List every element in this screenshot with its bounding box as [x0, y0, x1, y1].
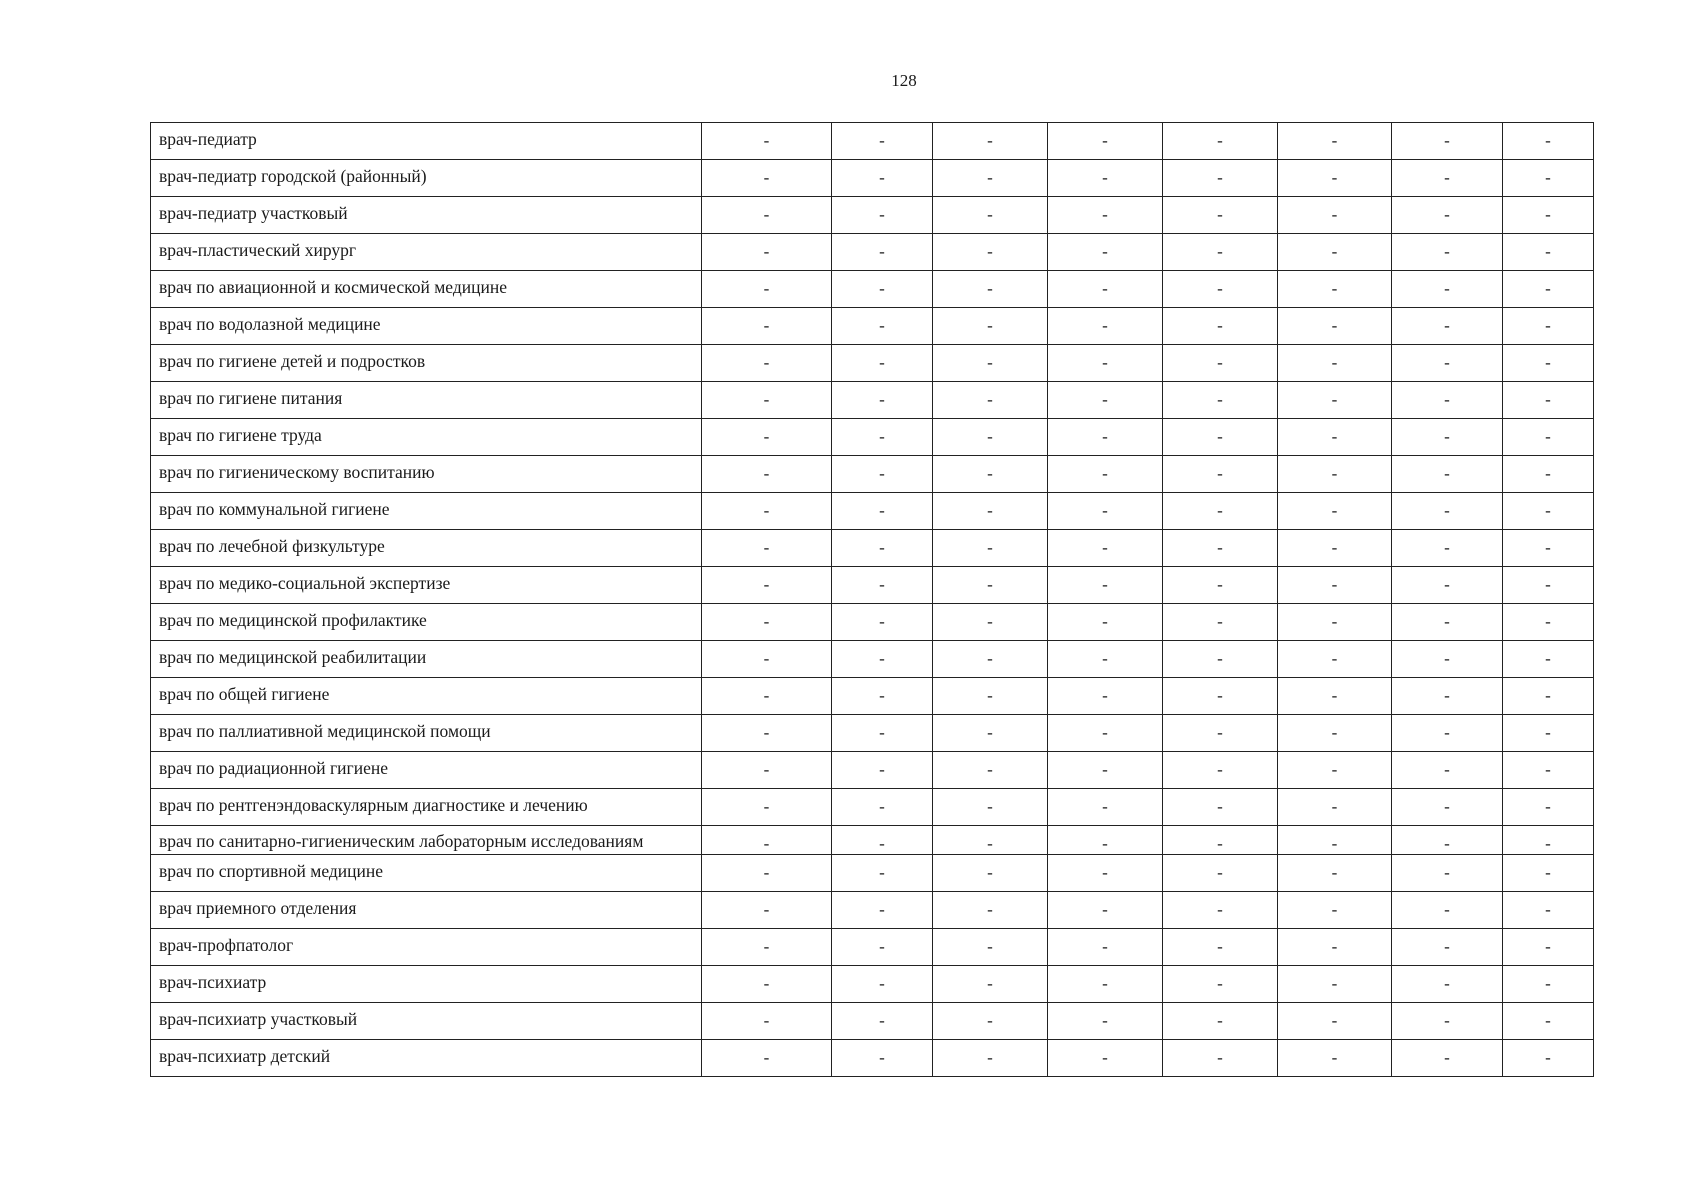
value-cell: - [1163, 1003, 1278, 1040]
value-cell: - [933, 929, 1048, 966]
value-cell: - [832, 271, 933, 308]
value-cell: - [1278, 1040, 1392, 1077]
position-name-cell: врач-психиатр детский [151, 1040, 702, 1077]
value-cell: - [1278, 234, 1392, 271]
value-cell: - [1503, 345, 1594, 382]
value-cell: - [832, 123, 933, 160]
table-row [151, 123, 1594, 160]
value-cell: - [1278, 456, 1392, 493]
value-cell: - [832, 966, 933, 1003]
position-name-cell: врач по лечебной физкультуре [151, 530, 702, 567]
position-name-cell: врач-профпатолог [151, 929, 702, 966]
value-cell: - [933, 382, 1048, 419]
value-cell: - [1503, 271, 1594, 308]
value-cell: - [702, 419, 832, 456]
value-cell: - [1503, 567, 1594, 604]
value-cell: - [1503, 752, 1594, 789]
value-cell: - [1163, 271, 1278, 308]
value-cell: - [1278, 123, 1392, 160]
value-cell: - [1392, 308, 1503, 345]
value-cell: - [702, 493, 832, 530]
value-cell: - [1503, 892, 1594, 929]
value-cell: - [832, 493, 933, 530]
value-cell: - [702, 530, 832, 567]
position-name-cell: врач-педиатр [151, 123, 702, 160]
value-cell: - [1392, 1003, 1503, 1040]
value-cell: - [832, 826, 933, 855]
value-cell: - [1278, 929, 1392, 966]
value-cell: - [1163, 966, 1278, 1003]
value-cell: - [1048, 456, 1163, 493]
table-row [151, 1003, 1594, 1040]
table-row [151, 1040, 1594, 1077]
value-cell: - [832, 530, 933, 567]
value-cell: - [1392, 678, 1503, 715]
value-cell: - [1163, 308, 1278, 345]
value-cell: - [933, 678, 1048, 715]
value-cell: - [933, 966, 1048, 1003]
value-cell: - [1163, 715, 1278, 752]
value-cell: - [702, 197, 832, 234]
value-cell: - [1163, 789, 1278, 826]
value-cell: - [1278, 966, 1392, 1003]
value-cell: - [702, 929, 832, 966]
value-cell: - [1392, 641, 1503, 678]
value-cell: - [1503, 789, 1594, 826]
value-cell: - [1048, 752, 1163, 789]
value-cell: - [702, 966, 832, 1003]
value-cell: - [702, 123, 832, 160]
value-cell: - [1503, 966, 1594, 1003]
table-row [151, 678, 1594, 715]
table-row [151, 641, 1594, 678]
value-cell: - [832, 345, 933, 382]
value-cell: - [702, 715, 832, 752]
value-cell: - [1048, 966, 1163, 1003]
value-cell: - [702, 1003, 832, 1040]
value-cell: - [933, 197, 1048, 234]
position-name-cell: врач по авиационной и космической медицине [151, 271, 702, 308]
value-cell: - [1163, 641, 1278, 678]
value-cell: - [1503, 715, 1594, 752]
value-cell: - [1392, 826, 1503, 855]
value-cell: - [1278, 345, 1392, 382]
value-cell: - [1278, 530, 1392, 567]
value-cell: - [702, 345, 832, 382]
value-cell: - [702, 826, 832, 855]
value-cell: - [832, 929, 933, 966]
value-cell: - [702, 271, 832, 308]
value-cell: - [1048, 789, 1163, 826]
value-cell: - [702, 567, 832, 604]
value-cell: - [1392, 493, 1503, 530]
value-cell: - [1503, 678, 1594, 715]
value-cell: - [1392, 530, 1503, 567]
value-cell: - [702, 308, 832, 345]
position-name-cell: врач по паллиативной медицинской помощи [151, 715, 702, 752]
value-cell: - [1503, 308, 1594, 345]
value-cell: - [1163, 456, 1278, 493]
value-cell: - [1278, 826, 1392, 855]
value-cell: - [1392, 234, 1503, 271]
table-row [151, 752, 1594, 789]
value-cell: - [1163, 929, 1278, 966]
value-cell: - [1163, 197, 1278, 234]
value-cell: - [933, 892, 1048, 929]
value-cell: - [832, 382, 933, 419]
value-cell: - [1503, 123, 1594, 160]
table-row [151, 271, 1594, 308]
value-cell: - [1048, 855, 1163, 892]
table-row [151, 308, 1594, 345]
value-cell: - [1278, 641, 1392, 678]
table-row [151, 493, 1594, 530]
position-name-cell: врач по водолазной медицине [151, 308, 702, 345]
position-name-cell: врач по санитарно-гигиеническим лабораторным исследованиям [151, 826, 702, 855]
value-cell: - [933, 1040, 1048, 1077]
value-cell: - [702, 234, 832, 271]
position-name-cell: врач по радиационной гигиене [151, 752, 702, 789]
value-cell: - [1392, 1040, 1503, 1077]
position-name-cell: врач приемного отделения [151, 892, 702, 929]
position-name-cell: врач-психиатр участковый [151, 1003, 702, 1040]
value-cell: - [1278, 567, 1392, 604]
value-cell: - [1048, 345, 1163, 382]
value-cell: - [832, 715, 933, 752]
value-cell: - [1503, 929, 1594, 966]
value-cell: - [933, 1003, 1048, 1040]
value-cell: - [832, 308, 933, 345]
value-cell: - [1503, 1003, 1594, 1040]
value-cell: - [702, 1040, 832, 1077]
value-cell: - [1392, 160, 1503, 197]
value-cell: - [1392, 892, 1503, 929]
value-cell: - [1048, 826, 1163, 855]
value-cell: - [832, 789, 933, 826]
value-cell: - [832, 1040, 933, 1077]
position-name-cell: врач-педиатр городской (районный) [151, 160, 702, 197]
value-cell: - [1163, 419, 1278, 456]
value-cell: - [832, 892, 933, 929]
position-name-cell: врач по медицинской профилактике [151, 604, 702, 641]
value-cell: - [933, 456, 1048, 493]
value-cell: - [1048, 308, 1163, 345]
value-cell: - [1163, 123, 1278, 160]
value-cell: - [1163, 234, 1278, 271]
value-cell: - [933, 419, 1048, 456]
value-cell: - [832, 234, 933, 271]
table-row [151, 855, 1594, 892]
value-cell: - [933, 715, 1048, 752]
value-cell: - [1503, 160, 1594, 197]
value-cell: - [1278, 892, 1392, 929]
table-row [151, 530, 1594, 567]
position-name-cell: врач по медико-социальной экспертизе [151, 567, 702, 604]
value-cell: - [1503, 604, 1594, 641]
value-cell: - [1048, 419, 1163, 456]
value-cell: - [933, 271, 1048, 308]
value-cell: - [1278, 1003, 1392, 1040]
table-row [151, 892, 1594, 929]
value-cell: - [702, 382, 832, 419]
value-cell: - [1163, 678, 1278, 715]
value-cell: - [933, 604, 1048, 641]
position-name-cell: врач по медицинской реабилитации [151, 641, 702, 678]
value-cell: - [702, 604, 832, 641]
value-cell: - [1392, 929, 1503, 966]
value-cell: - [1278, 493, 1392, 530]
position-name-cell: врач-пластический хирург [151, 234, 702, 271]
value-cell: - [702, 855, 832, 892]
value-cell: - [1163, 493, 1278, 530]
table-row [151, 715, 1594, 752]
table-row [151, 604, 1594, 641]
value-cell: - [933, 493, 1048, 530]
value-cell: - [1278, 382, 1392, 419]
value-cell: - [1503, 493, 1594, 530]
position-name-cell: врач по гигиене детей и подростков [151, 345, 702, 382]
value-cell: - [933, 789, 1048, 826]
value-cell: - [1503, 382, 1594, 419]
value-cell: - [1278, 197, 1392, 234]
value-cell: - [1503, 197, 1594, 234]
value-cell: - [1163, 345, 1278, 382]
value-cell: - [1392, 345, 1503, 382]
value-cell: - [933, 345, 1048, 382]
value-cell: - [1503, 1040, 1594, 1077]
table-row [151, 789, 1594, 826]
value-cell: - [832, 456, 933, 493]
value-cell: - [1278, 604, 1392, 641]
value-cell: - [1163, 382, 1278, 419]
value-cell: - [832, 419, 933, 456]
value-cell: - [1392, 456, 1503, 493]
value-cell: - [1163, 752, 1278, 789]
value-cell: - [1048, 678, 1163, 715]
value-cell: - [832, 604, 933, 641]
table-row [151, 382, 1594, 419]
value-cell: - [933, 752, 1048, 789]
value-cell: - [702, 678, 832, 715]
value-cell: - [933, 567, 1048, 604]
value-cell: - [1392, 123, 1503, 160]
value-cell: - [1163, 530, 1278, 567]
value-cell: - [1392, 382, 1503, 419]
value-cell: - [832, 197, 933, 234]
position-name-cell: врач по коммунальной гигиене [151, 493, 702, 530]
table-row [151, 234, 1594, 271]
value-cell: - [1278, 752, 1392, 789]
position-name-cell: врач по гигиене труда [151, 419, 702, 456]
value-cell: - [1163, 855, 1278, 892]
value-cell: - [1163, 604, 1278, 641]
position-name-cell: врач по гигиеническому воспитанию [151, 456, 702, 493]
value-cell: - [1278, 419, 1392, 456]
value-cell: - [933, 530, 1048, 567]
table-body [151, 123, 1594, 1077]
value-cell: - [832, 678, 933, 715]
value-cell: - [1048, 641, 1163, 678]
value-cell: - [1278, 715, 1392, 752]
value-cell: - [1048, 123, 1163, 160]
value-cell: - [1163, 1040, 1278, 1077]
value-cell: - [702, 752, 832, 789]
value-cell: - [1048, 929, 1163, 966]
value-cell: - [1392, 604, 1503, 641]
value-cell: - [832, 855, 933, 892]
value-cell: - [1048, 1040, 1163, 1077]
value-cell: - [1392, 789, 1503, 826]
value-cell: - [702, 641, 832, 678]
value-cell: - [1048, 715, 1163, 752]
staff-table [150, 122, 1594, 1077]
position-name-cell: врач по гигиене питания [151, 382, 702, 419]
value-cell: - [1048, 530, 1163, 567]
value-cell: - [1278, 678, 1392, 715]
value-cell: - [1048, 197, 1163, 234]
value-cell: - [1503, 641, 1594, 678]
table-row [151, 345, 1594, 382]
value-cell: - [1048, 892, 1163, 929]
value-cell: - [702, 892, 832, 929]
value-cell: - [1163, 826, 1278, 855]
value-cell: - [1163, 567, 1278, 604]
value-cell: - [1048, 567, 1163, 604]
value-cell: - [832, 641, 933, 678]
value-cell: - [933, 308, 1048, 345]
table-row [151, 456, 1594, 493]
value-cell: - [832, 567, 933, 604]
table-row [151, 160, 1594, 197]
table-row [151, 929, 1594, 966]
value-cell: - [1392, 271, 1503, 308]
value-cell: - [1048, 382, 1163, 419]
value-cell: - [832, 160, 933, 197]
value-cell: - [1278, 160, 1392, 197]
value-cell: - [1392, 855, 1503, 892]
value-cell: - [1278, 271, 1392, 308]
value-cell: - [832, 1003, 933, 1040]
value-cell: - [1392, 197, 1503, 234]
value-cell: - [1392, 966, 1503, 1003]
value-cell: - [1048, 493, 1163, 530]
table-row [151, 197, 1594, 234]
value-cell: - [1503, 419, 1594, 456]
value-cell: - [702, 456, 832, 493]
value-cell: - [1278, 308, 1392, 345]
value-cell: - [1278, 855, 1392, 892]
value-cell: - [1392, 715, 1503, 752]
page-number: 128 [891, 71, 917, 90]
value-cell: - [1278, 789, 1392, 826]
value-cell: - [1163, 160, 1278, 197]
value-cell: - [933, 160, 1048, 197]
value-cell: - [1163, 892, 1278, 929]
value-cell: - [1503, 530, 1594, 567]
value-cell: - [933, 123, 1048, 160]
position-name-cell: врач-психиатр [151, 966, 702, 1003]
position-name-cell: врач по общей гигиене [151, 678, 702, 715]
value-cell: - [1392, 567, 1503, 604]
value-cell: - [1503, 826, 1594, 855]
table-row [151, 826, 1594, 855]
value-cell: - [1503, 855, 1594, 892]
value-cell: - [1048, 160, 1163, 197]
value-cell: - [933, 234, 1048, 271]
value-cell: - [933, 826, 1048, 855]
table-row [151, 966, 1594, 1003]
value-cell: - [1503, 456, 1594, 493]
value-cell: - [1048, 1003, 1163, 1040]
table-row [151, 567, 1594, 604]
value-cell: - [1392, 419, 1503, 456]
table-row [151, 419, 1594, 456]
value-cell: - [1392, 752, 1503, 789]
value-cell: - [1503, 234, 1594, 271]
value-cell: - [1048, 234, 1163, 271]
value-cell: - [702, 789, 832, 826]
position-name-cell: врач по спортивной медицине [151, 855, 702, 892]
value-cell: - [933, 641, 1048, 678]
position-name-cell: врач по рентгенэндоваскулярным диагностике и лечению [151, 789, 702, 826]
value-cell: - [933, 855, 1048, 892]
value-cell: - [1048, 604, 1163, 641]
value-cell: - [832, 752, 933, 789]
position-name-cell: врач-педиатр участковый [151, 197, 702, 234]
value-cell: - [702, 160, 832, 197]
value-cell: - [1048, 271, 1163, 308]
